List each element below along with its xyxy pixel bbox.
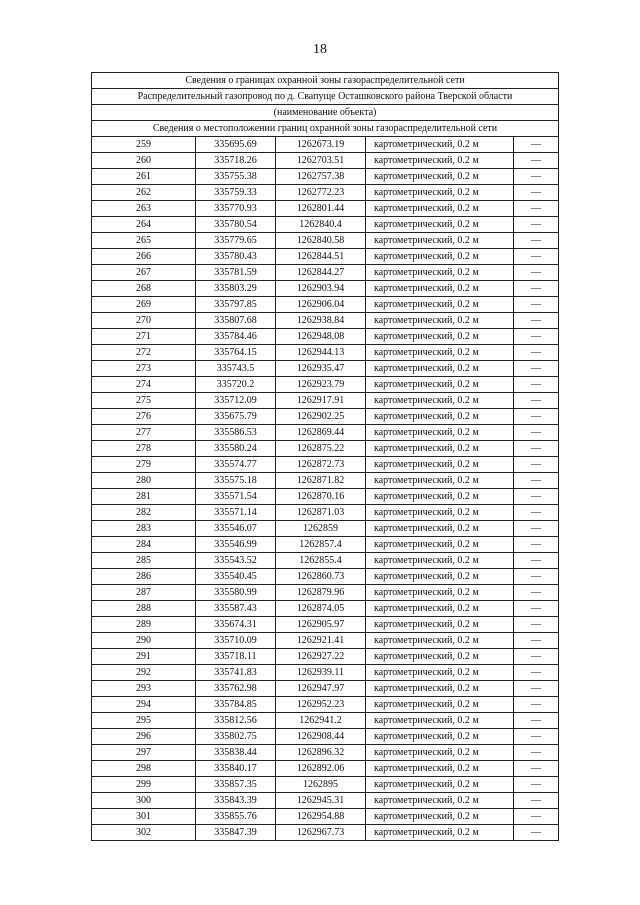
point-number: 270 [92,313,196,329]
coord-x: 335781.59 [196,265,276,281]
coord-x: 335803.29 [196,281,276,297]
coord-y: 1262857.4 [276,537,366,553]
coord-y: 1262954.88 [276,809,366,825]
dash-cell: — [514,601,559,617]
coord-y: 1262772.23 [276,185,366,201]
coord-y: 1262908.44 [276,729,366,745]
table-row [92,601,559,617]
table-row [92,681,559,697]
dash-cell: — [514,217,559,233]
coord-x: 335764.15 [196,345,276,361]
coord-x: 335797.85 [196,297,276,313]
point-number: 263 [92,201,196,217]
coord-y: 1262944.13 [276,345,366,361]
point-number: 289 [92,617,196,633]
dash-cell: — [514,745,559,761]
point-number: 260 [92,153,196,169]
point-number: 269 [92,297,196,313]
method-accuracy: картометрический, 0.2 м [366,825,514,841]
coord-x: 335812.56 [196,713,276,729]
coord-x: 335546.07 [196,521,276,537]
dash-cell: — [514,681,559,697]
point-number: 275 [92,393,196,409]
coord-x: 335674.31 [196,617,276,633]
point-number: 273 [92,361,196,377]
dash-cell: — [514,137,559,153]
coord-x: 335847.39 [196,825,276,841]
dash-cell: — [514,793,559,809]
point-number: 281 [92,489,196,505]
coord-x: 335546.99 [196,537,276,553]
dash-cell: — [514,729,559,745]
coord-x: 335743.5 [196,361,276,377]
coord-x: 335762.98 [196,681,276,697]
method-accuracy: картометрический, 0.2 м [366,697,514,713]
coord-y: 1262871.03 [276,505,366,521]
dash-cell: — [514,761,559,777]
table-row [92,809,559,825]
coord-y: 1262840.58 [276,233,366,249]
point-number: 261 [92,169,196,185]
boundary-table-sheet [91,72,558,841]
method-accuracy: картометрический, 0.2 м [366,233,514,249]
method-accuracy: картометрический, 0.2 м [366,409,514,425]
coord-x: 335574.77 [196,457,276,473]
table-row [92,137,559,153]
coord-x: 335718.26 [196,153,276,169]
coord-y: 1262941.2 [276,713,366,729]
table-row [92,233,559,249]
method-accuracy: картометрический, 0.2 м [366,329,514,345]
point-number: 280 [92,473,196,489]
coord-y: 1262939.11 [276,665,366,681]
point-number: 282 [92,505,196,521]
section-title: Сведения о местоположении границ охранной зоны газораспределительной сети [92,121,559,137]
coord-y: 1262967.73 [276,825,366,841]
method-accuracy: картометрический, 0.2 м [366,521,514,537]
dash-cell: — [514,809,559,825]
coord-y: 1262840.4 [276,217,366,233]
coord-x: 335575.18 [196,473,276,489]
coord-x: 335780.43 [196,249,276,265]
method-accuracy: картометрический, 0.2 м [366,633,514,649]
method-accuracy: картометрический, 0.2 м [366,425,514,441]
point-number: 294 [92,697,196,713]
method-accuracy: картометрический, 0.2 м [366,553,514,569]
table-row [92,713,559,729]
dash-cell: — [514,249,559,265]
point-number: 286 [92,569,196,585]
table-row [92,297,559,313]
coord-x: 335855.76 [196,809,276,825]
object-caption: (наименование объекта) [92,105,559,121]
dash-cell: — [514,329,559,345]
coord-x: 335710.09 [196,633,276,649]
table-row [92,281,559,297]
coord-x: 335784.85 [196,697,276,713]
point-number: 301 [92,809,196,825]
table-row [92,585,559,601]
coord-y: 1262855.4 [276,553,366,569]
dash-cell: — [514,473,559,489]
coord-y: 1262945.31 [276,793,366,809]
coord-y: 1262902.25 [276,409,366,425]
coord-x: 335587.43 [196,601,276,617]
coord-x: 335580.24 [196,441,276,457]
coord-x: 335784.46 [196,329,276,345]
coord-x: 335770.93 [196,201,276,217]
table-row [92,697,559,713]
method-accuracy: картометрический, 0.2 м [366,665,514,681]
method-accuracy: картометрический, 0.2 м [366,617,514,633]
coord-y: 1262844.27 [276,265,366,281]
point-number: 266 [92,249,196,265]
table-row [92,569,559,585]
dash-cell: — [514,201,559,217]
table-row [92,217,559,233]
coord-y: 1262874.05 [276,601,366,617]
coord-x: 335759.33 [196,185,276,201]
method-accuracy: картометрический, 0.2 м [366,745,514,761]
point-number: 268 [92,281,196,297]
dash-cell: — [514,153,559,169]
coord-y: 1262948.08 [276,329,366,345]
method-accuracy: картометрический, 0.2 м [366,761,514,777]
table-title: Сведения о границах охранной зоны газораспределительной сети [92,73,559,89]
point-number: 271 [92,329,196,345]
coord-y: 1262923.79 [276,377,366,393]
dash-cell: — [514,713,559,729]
coord-x: 335712.09 [196,393,276,409]
dash-cell: — [514,265,559,281]
method-accuracy: картометрический, 0.2 м [366,201,514,217]
point-number: 283 [92,521,196,537]
coord-y: 1262938.84 [276,313,366,329]
table-row [92,329,559,345]
table-row [92,393,559,409]
table-row [92,729,559,745]
dash-cell: — [514,297,559,313]
table-row [92,201,559,217]
coord-y: 1262892.06 [276,761,366,777]
dash-cell: — [514,665,559,681]
table-row [92,617,559,633]
point-number: 284 [92,537,196,553]
coord-x: 335802.75 [196,729,276,745]
method-accuracy: картометрический, 0.2 м [366,569,514,585]
dash-cell: — [514,825,559,841]
coord-x: 335543.52 [196,553,276,569]
method-accuracy: картометрический, 0.2 м [366,297,514,313]
dash-cell: — [514,233,559,249]
dash-cell: — [514,505,559,521]
table-row [92,345,559,361]
point-number: 265 [92,233,196,249]
method-accuracy: картометрический, 0.2 м [366,585,514,601]
table-row [92,537,559,553]
coord-x: 335675.79 [196,409,276,425]
point-number: 287 [92,585,196,601]
coord-x: 335779.65 [196,233,276,249]
point-number: 259 [92,137,196,153]
method-accuracy: картометрический, 0.2 м [366,153,514,169]
coord-x: 335571.14 [196,505,276,521]
coord-y: 1262703.51 [276,153,366,169]
method-accuracy: картометрический, 0.2 м [366,489,514,505]
coord-y: 1262801.44 [276,201,366,217]
point-number: 299 [92,777,196,793]
table-row [92,665,559,681]
method-accuracy: картометрический, 0.2 м [366,649,514,665]
coord-x: 335755.38 [196,169,276,185]
dash-cell: — [514,633,559,649]
coord-x: 335540.45 [196,569,276,585]
method-accuracy: картометрический, 0.2 м [366,169,514,185]
coord-x: 335695.69 [196,137,276,153]
method-accuracy: картометрический, 0.2 м [366,681,514,697]
point-number: 279 [92,457,196,473]
coord-y: 1262935.47 [276,361,366,377]
method-accuracy: картометрический, 0.2 м [366,713,514,729]
coord-y: 1262906.04 [276,297,366,313]
coord-y: 1262872.73 [276,457,366,473]
coord-y: 1262952.23 [276,697,366,713]
dash-cell: — [514,281,559,297]
table-row [92,377,559,393]
table-row [92,313,559,329]
coord-y: 1262947.97 [276,681,366,697]
method-accuracy: картометрический, 0.2 м [366,185,514,201]
table-row [92,633,559,649]
table-row [92,457,559,473]
table-row [92,489,559,505]
table-row [92,425,559,441]
coord-x: 335843.39 [196,793,276,809]
coord-y: 1262921.41 [276,633,366,649]
method-accuracy: картометрический, 0.2 м [366,441,514,457]
dash-cell: — [514,361,559,377]
point-number: 293 [92,681,196,697]
dash-cell: — [514,553,559,569]
table-row [92,153,559,169]
point-number: 267 [92,265,196,281]
coord-y: 1262859 [276,521,366,537]
method-accuracy: картометрический, 0.2 м [366,457,514,473]
dash-cell: — [514,377,559,393]
boundary-table [91,72,559,841]
dash-cell: — [514,457,559,473]
point-number: 290 [92,633,196,649]
table-row [92,553,559,569]
table-row [92,265,559,281]
point-number: 288 [92,601,196,617]
dash-cell: — [514,585,559,601]
dash-cell: — [514,441,559,457]
coord-y: 1262895 [276,777,366,793]
dash-cell: — [514,697,559,713]
point-number: 278 [92,441,196,457]
table-row [92,793,559,809]
coord-y: 1262917.91 [276,393,366,409]
dash-cell: — [514,537,559,553]
dash-cell: — [514,409,559,425]
table-row [92,745,559,761]
coord-y: 1262879.96 [276,585,366,601]
coord-x: 335780.54 [196,217,276,233]
coord-x: 335807.68 [196,313,276,329]
point-number: 264 [92,217,196,233]
coord-y: 1262896.32 [276,745,366,761]
point-number: 276 [92,409,196,425]
method-accuracy: картометрический, 0.2 м [366,809,514,825]
method-accuracy: картометрический, 0.2 м [366,793,514,809]
point-number: 295 [92,713,196,729]
coord-x: 335718.11 [196,649,276,665]
coord-y: 1262905.97 [276,617,366,633]
point-number: 292 [92,665,196,681]
point-number: 262 [92,185,196,201]
table-row [92,409,559,425]
coord-x: 335838.44 [196,745,276,761]
dash-cell: — [514,489,559,505]
method-accuracy: картометрический, 0.2 м [366,777,514,793]
coord-y: 1262903.94 [276,281,366,297]
table-row [92,505,559,521]
coord-y: 1262860.73 [276,569,366,585]
table-row [92,441,559,457]
method-accuracy: картометрический, 0.2 м [366,249,514,265]
point-number: 274 [92,377,196,393]
coord-x: 335720.2 [196,377,276,393]
coord-y: 1262927.22 [276,649,366,665]
method-accuracy: картометрический, 0.2 м [366,377,514,393]
coord-x: 335840.17 [196,761,276,777]
method-accuracy: картометрический, 0.2 м [366,137,514,153]
table-row [92,169,559,185]
dash-cell: — [514,393,559,409]
point-number: 291 [92,649,196,665]
coord-x: 335741.83 [196,665,276,681]
coord-y: 1262870.16 [276,489,366,505]
dash-cell: — [514,521,559,537]
table-row [92,521,559,537]
dash-cell: — [514,425,559,441]
table-row [92,249,559,265]
point-number: 272 [92,345,196,361]
point-number: 297 [92,745,196,761]
point-number: 285 [92,553,196,569]
coord-y: 1262673.19 [276,137,366,153]
coord-y: 1262875.22 [276,441,366,457]
dash-cell: — [514,617,559,633]
table-row [92,185,559,201]
point-number: 296 [92,729,196,745]
method-accuracy: картометрический, 0.2 м [366,393,514,409]
method-accuracy: картометрический, 0.2 м [366,601,514,617]
dash-cell: — [514,185,559,201]
method-accuracy: картометрический, 0.2 м [366,473,514,489]
table-row [92,825,559,841]
point-number: 298 [92,761,196,777]
coord-x: 335586.53 [196,425,276,441]
coord-x: 335580.99 [196,585,276,601]
coord-y: 1262869.44 [276,425,366,441]
object-name: Распределительный газопровод по д. Свапуще Осташковского района Тверской области [92,89,559,105]
method-accuracy: картометрический, 0.2 м [366,537,514,553]
method-accuracy: картометрический, 0.2 м [366,313,514,329]
method-accuracy: картометрический, 0.2 м [366,505,514,521]
table-row [92,761,559,777]
method-accuracy: картометрический, 0.2 м [366,265,514,281]
method-accuracy: картометрический, 0.2 м [366,361,514,377]
table-row [92,777,559,793]
dash-cell: — [514,649,559,665]
table-row [92,649,559,665]
point-number: 277 [92,425,196,441]
dash-cell: — [514,169,559,185]
method-accuracy: картометрический, 0.2 м [366,345,514,361]
dash-cell: — [514,777,559,793]
coord-x: 335571.54 [196,489,276,505]
coord-y: 1262757.38 [276,169,366,185]
dash-cell: — [514,569,559,585]
method-accuracy: картометрический, 0.2 м [366,217,514,233]
point-number: 302 [92,825,196,841]
table-row [92,473,559,489]
table-row [92,361,559,377]
point-number: 300 [92,793,196,809]
page-number: 18 [313,42,327,57]
coord-y: 1262844.51 [276,249,366,265]
method-accuracy: картометрический, 0.2 м [366,729,514,745]
dash-cell: — [514,345,559,361]
dash-cell: — [514,313,559,329]
coord-x: 335857.35 [196,777,276,793]
coord-y: 1262871.82 [276,473,366,489]
method-accuracy: картометрический, 0.2 м [366,281,514,297]
